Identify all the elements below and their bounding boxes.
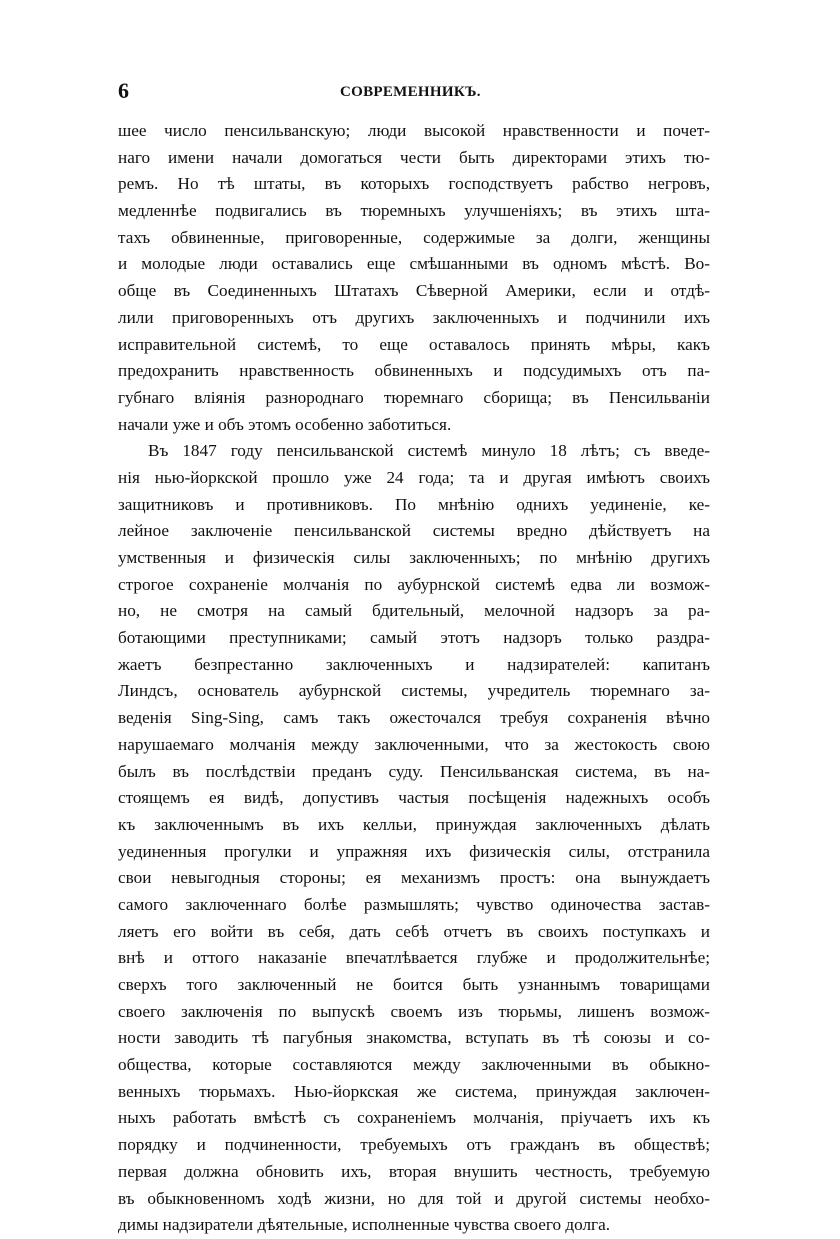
- text-line: начали уже и объ этомъ особенно заботиться.: [118, 414, 452, 434]
- text-line: свои невыгодныя стороны; ея механизмъ простъ: она вынуждаетъ: [118, 868, 710, 888]
- text-line: тахъ обвиненные, приговоренные, содержимые за долги, женщины: [118, 227, 710, 247]
- text-line: жаетъ безпрестанно заключенныхъ и надзирателей: капитанъ: [118, 654, 710, 674]
- text-line: обще въ Соединенныхъ Штатахъ Сѣверной Америки, если и отдѣ-: [118, 281, 710, 301]
- text-line: лейное заключеніе пенсильванской системы вредно дѣйствуетъ на: [118, 521, 710, 541]
- text-line: внѣ и оттого наказаніе впечатлѣвается глубже и продолжительнѣе;: [118, 948, 710, 968]
- text-line: общества, которые составляются между заключенными въ обыкно-: [118, 1055, 710, 1075]
- text-line: нія нью-йоркской прошло уже 24 года; та и другая имѣютъ своихъ: [118, 467, 710, 487]
- paragraph-2: [118, 438, 710, 1239]
- text-line: ляетъ его войти въ себя, дать себѣ отчетъ въ своихъ поступкахъ и: [118, 921, 710, 941]
- text-line: димы надзиратели дѣятельные, исполненные чувства своего долга.: [118, 1215, 611, 1235]
- text-line: медленнѣе подвигались въ тюремныхъ улучшеніяхъ; въ этихъ шта-: [118, 201, 710, 221]
- text-line: порядку и подчиненности, требуемыхъ отъ гражданъ въ обществѣ;: [118, 1135, 710, 1155]
- text-line: но, не смотря на самый бдительный, мелочной надзоръ за ра-: [118, 601, 710, 621]
- text-line: стоящемъ ея видѣ, допустивъ частыя посѣщенія надежныхъ особъ: [118, 788, 710, 808]
- text-line: Линдсъ, основатель аубурнской системы, учредитель тюремнаго за-: [118, 681, 710, 701]
- text-line: Въ 1847 году пенсильванской системѣ минуло 18 лѣтъ; съ введе-: [148, 441, 710, 461]
- text-line: строгое сохраненіе молчанія по аубурнской системѣ едва ли возмож-: [118, 574, 710, 594]
- text-line: нарушаемаго молчанія между заключенными, что за жестокость свою: [118, 734, 710, 754]
- text-line: умственныя и физическія силы заключенныхъ; по мнѣнію другихъ: [118, 548, 710, 567]
- text-line: былъ въ послѣдствіи преданъ суду. Пенсильванская система, въ на-: [118, 761, 710, 781]
- text-line: ботающими преступниками; самый этотъ надзоръ только раздра-: [118, 628, 710, 648]
- text-line: самого заключеннаго болѣе размышлять; чувство одиночества застав-: [118, 894, 710, 914]
- text-line: своего заключенія по выпускѣ своемъ изъ тюрьмы, лишенъ возмож-: [118, 1001, 710, 1021]
- text-line: ности заводить тѣ пагубныя знакомства, вступать въ тѣ союзы и со-: [118, 1028, 710, 1048]
- page-number: 6: [118, 78, 129, 103]
- text-line: губнаго вліянія разнороднаго тюремнаго сборища; въ Пенсильваніи: [118, 387, 710, 407]
- text-line: ныхъ работать вмѣстѣ съ сохраненіемъ молчанія, пріучаетъ ихъ къ: [118, 1108, 710, 1128]
- text-line: венныхъ тюрьмахъ. Нью-йоркская же система, принуждая заключен-: [118, 1081, 710, 1101]
- body-text: [118, 118, 710, 1239]
- text-line: къ заключеннымъ въ ихъ келльи, принуждая заключенныхъ дѣлать: [118, 814, 710, 834]
- text-line: сверхъ того заключенный не боится быть узнаннымъ товарищами: [118, 975, 710, 994]
- running-title: СОВРЕМЕННИКЪ.: [340, 84, 481, 100]
- text-line: наго имени начали домогаться чести быть директорами этихъ тю-: [118, 147, 710, 167]
- text-line: предохранить нравственность обвиненныхъ и подсудимыхъ отъ па-: [118, 361, 710, 381]
- text-line: и молодые люди оставались еще смѣшанными въ одномъ мѣстѣ. Во-: [118, 254, 710, 274]
- text-line: первая должна обновить ихъ, вторая внушить честность, требуемую: [118, 1161, 710, 1181]
- text-line: веденія Sing-Sing, самъ такъ ожесточался требуя сохраненія вѣчно: [118, 708, 710, 728]
- text-line: уединенныя прогулки и упражняя ихъ физическія силы, отстранила: [118, 841, 710, 861]
- text-line: исправительной системѣ, то еще оставалось принять мѣры, какъ: [118, 334, 710, 354]
- text-line: защитниковъ и противниковъ. По мнѣнію однихъ уединеніе, ке-: [118, 494, 710, 514]
- text-line: въ обыкновенномъ ходѣ жизни, но для той и другой системы необхо-: [118, 1188, 710, 1208]
- paragraph-1: [118, 118, 710, 438]
- text-line: шее число пенсильванскую; люди высокой нравственности и почет-: [118, 121, 710, 140]
- text-line: ремъ. Но тѣ штаты, въ которыхъ господствуетъ рабство негровъ,: [118, 174, 710, 194]
- text-line: лили приговоренныхъ отъ другихъ заключенныхъ и подчинили ихъ: [118, 307, 710, 327]
